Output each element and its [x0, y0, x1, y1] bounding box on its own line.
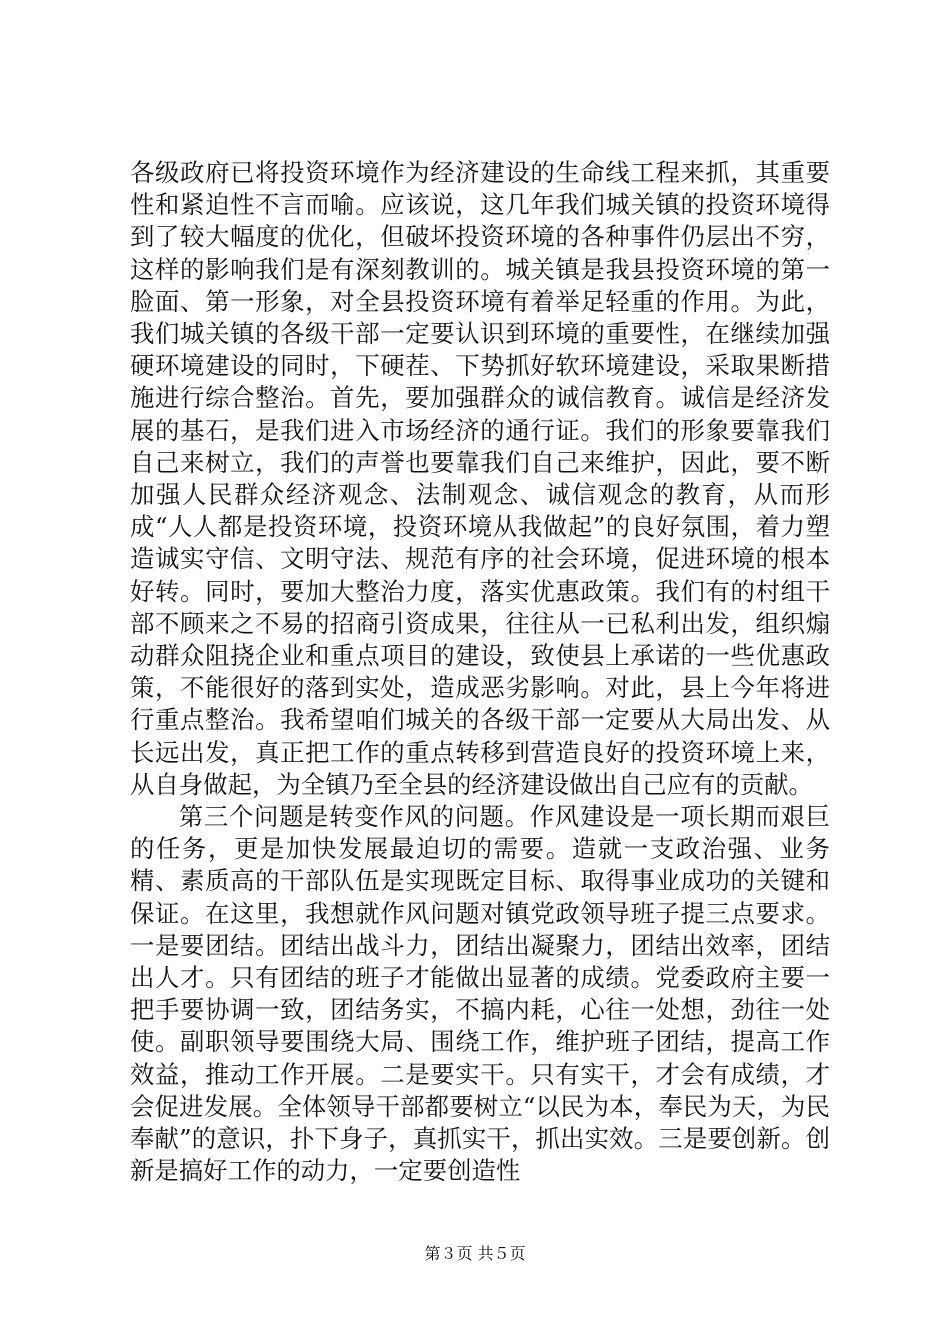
paragraph-investment-environment: 各级政府已将投资环境作为经济建设的生命线工程来抓，其重要性和紧迫性不言而喻。应该说，这几年我们城关镇的投资环境得到了较大幅度的优化，但破坏投资环境的各种事件仍层出不穷，这样的影响我们是有深刻教训的。城关镇是我县投资环境的第一脸面、第一形象，对全县投资环境有着举足轻重的作用。为此，我们城关镇的各级干部一定要认识到环境的重要性，在继续加强硬环境建设的同时，下硬茬、下势抓好软环境建设，采取果断措施进行综合整治。首先，要加强群众的诚信教育。诚信是经济发展的基石，是我们进入市场经济的通行证。我们的形象要靠我们自己来树立，我们的声誉也要靠我们自己来维护，因此，要不断加强人民群众经济观念、法制观念、诚信观念的教育，从而形成“人人都是投资环境，投资环境从我做起”的良好氛围，着力塑造诚实守信、文明守法、规范有序的社会环境，促进环境的根本好转。同时，要加大整治力度，落实优惠政策。我们有的村组干部不顾来之不易的招商引资成果，往往从一已私利出发，组织煽动群众阻挠企业和重点项目的建设，致使县上承诺的一些优惠政策，不能很好的落到实处，造成恶劣影响。对此，县上今年将进行重点整治。我希望咱们城关的各级干部一定要从大局出发、从长远出发，真正把工作的重点转移到营造良好的投资环境上来，从自身做起，为全镇乃至全县的经济建设做出自己应有的贡献。	[130, 158, 830, 799]
page-number-footer: 第３页 共５页	[424, 1244, 526, 1263]
paragraph-work-style: 第三个问题是转变作风的问题。作风建设是一项长期而艰巨的任务，更是加快发展最迫切的需要。造就一支政治强、业务精、素质高的干部队伍是实现既定目标、取得事业成功的关键和保证。在这里，我想就作风问题对镇党政领导班子提三点要求。一是要团结。团结出战斗力，团结出凝聚力，团结出效率，团结出人才。只有团结的班子才能做出显著的成绩。党委政府主要一把手要协调一致，团结务实，不搞内耗，心往一处想，劲往一处使。副职领导要围绕大局、围绕工作，维护班子团结，提高工作效益，推动工作开展。二是要实干。只有实干，才会有成绩，才会促进发展。全体领导干部都要树立“以民为本，奉民为天，为民奉献”的意识，扑下身子，真抓实干，抓出实效。三是要创新。创新是搞好工作的动力，一定要创造性	[130, 802, 830, 1186]
document-body	[130, 157, 830, 1188]
